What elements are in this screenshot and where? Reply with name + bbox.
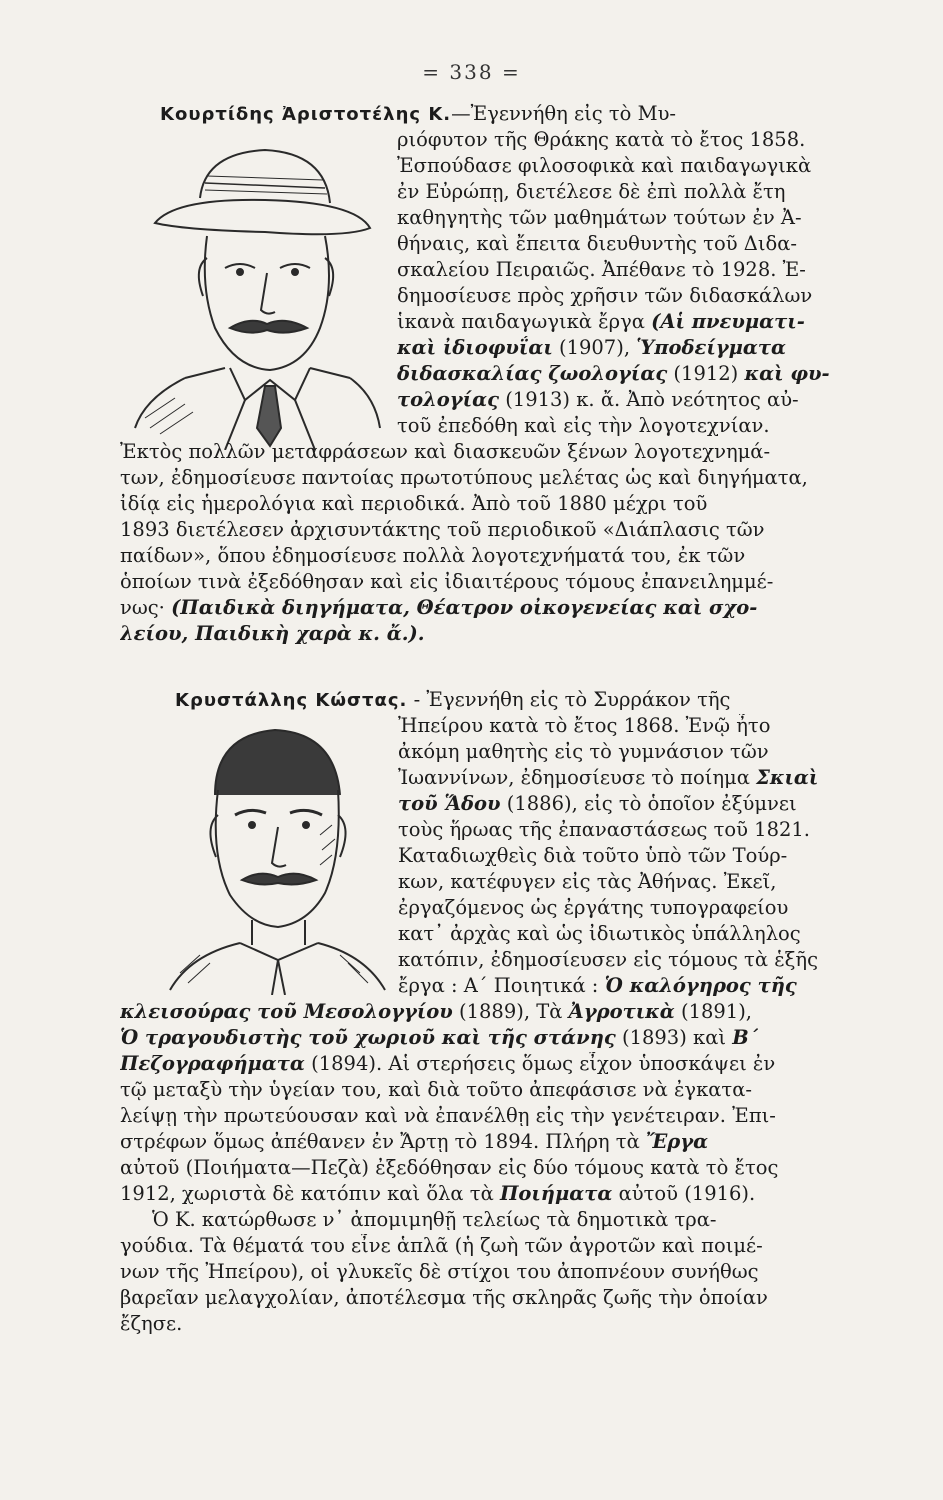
entry2-line-17: λείψῃ τὴν πρωτεύουσαν καὶ νὰ ἐπανέλθῃ εἰς τὴν γενέτειραν. Ἐπι- [120,1104,776,1127]
entry2-year-1891: (1891), [674,1000,753,1023]
entry1-title-fytologia: τολογίας [397,388,499,411]
entry1-line-16: ἰδίᾳ εἰς ἡμερολόγια καὶ περιοδικά. Ἀπὸ τοῦ 1880 μέχρι τοῦ [120,492,708,515]
entry2-line-9: ἐργαζόμενος ὡς ἐργάτης τυπογραφείου [398,896,789,919]
entry1-line-20-text: νως· [120,596,172,619]
entry2-part-b: Β´ [732,1026,759,1049]
entry1-title-zoologia: διδασκαλίας ζωολογίας [397,362,668,385]
entry1-line-21 [120,622,425,648]
entry2-line-12-text: ἔργα : Α´ Ποιητικά : [398,974,605,997]
entry2-title-pezografimata: Πεζογραφήματα [120,1052,305,1075]
portrait-krystallis-drawing [160,715,390,995]
entry1-line-2: ριόφυτον τῆς Θράκης κατὰ τὸ ἔτος 1858. [397,128,806,151]
entry2-line-15-text: (1894). Αἱ στερήσεις ὅμως εἶχον ὑποσκάψει ἐν [304,1052,776,1075]
entry2-year-1893: (1893) καὶ [615,1026,733,1049]
entry2-line-2: Ἠπείρου κατὰ τὸ ἔτος 1868. Ἐνῷ ἦτο [398,714,771,737]
entry2-title-poiimata: Ποιήματα [499,1182,613,1205]
entry2-line-22: γούδια. Τὰ θέματά του εἶνε ἁπλᾶ (ἡ ζωὴ τῶν ἀγροτῶν καὶ ποιμέ- [120,1234,763,1257]
entry2-line-25: ἔζησε. [120,1312,183,1335]
entry2-line-8: κων, κατέφυγεν εἰς τὰς Ἀθήνας. Ἐκεῖ, [398,870,777,893]
entry1-titles-end: λείου, Παιδικὴ χαρὰ κ. ἄ.). [120,622,425,645]
entry2-line-16: τῷ μεταξὺ τὴν ὑγείαν του, καὶ διὰ τοῦτο ἀπεφάσισε νὰ ἐγκατα- [120,1078,752,1101]
entry1-year-1907: (1907), [552,336,637,359]
entry2-line-5-text: (1886), εἰς τὸ ὁποῖον ἐξύμνει [500,792,797,815]
entry2-line-23: νων τῆς Ἠπείρου), οἱ γλυκεῖς δὲ στίχοι του ἀποπνέουν συνήθως [120,1260,759,1283]
entry1-line-12-text: (1913) κ. ἄ. Ἀπὸ νεότητος αὐ- [499,388,799,411]
entry1-line-5: καθηγητὴς τῶν μαθημάτων τούτων ἐν Ἀ- [397,206,802,229]
entry1-year-1912: (1912) [667,362,745,385]
entry1-line-20 [120,596,757,622]
entry2-year-1916: αὐτοῦ (1916). [612,1182,756,1205]
entry1-line-7: σκαλείου Πειραιῶς. Ἀπέθανε τὸ 1928. Ἐ- [397,258,806,281]
entry1-line-6: θήναις, καὶ ἔπειτα διευθυντὴς τοῦ Διδα- [397,232,797,255]
entry1-line-1 [160,102,875,128]
entry2-line-18-text: στρέφων ὅμως ἀπέθανεν ἐν Ἄρτῃ τὸ 1894. Πλήρη τὰ [120,1130,646,1153]
entry2-title-agrotika: Ἀγροτικὰ [568,1000,675,1023]
entry1-title-idiofyiai: καὶ ἰδιοφυΐαι [397,336,553,359]
entry1-line-14: Ἐκτὸς πολλῶν μεταφράσεων καὶ διασκευῶν ξένων λογοτεχνημά- [120,440,771,463]
entry1-line-10 [397,336,786,362]
entry2-line-7: Καταδιωχθεὶς διὰ τοῦτο ὑπὸ τῶν Τούρ- [398,844,788,867]
entry1-line-17: 1893 διετέλεσεν ἀρχισυντάκτης τοῦ περιοδικοῦ «Διάπλασις τῶν [120,518,765,541]
entry1-line-4: ἐν Εὐρώπῃ, διετέλεσε δὲ ἐπὶ πολλὰ ἔτη [397,180,786,203]
entry2-line-6: τοὺς ἥρωας τῆς ἐπαναστάσεως τοῦ 1821. [398,818,811,841]
entry2-line-4 [398,766,818,792]
entry2-line-1 [175,688,730,714]
entry2-line-11: κατόπιν, ἐδημοσίευσεν εἰς τόμους τὰ ἑξῆς [398,948,819,971]
entry2-title-skiai: Σκιαὶ [756,766,819,789]
entry2-line-15 [120,1052,775,1078]
entry1-line-19: ὁποίων τινὰ ἐξεδόθησαν καὶ εἰς ἰδιαιτέρους τόμους ἐπανειλημμέ- [120,570,774,593]
entry1-line-3: Ἐσπούδασε φιλοσοφικὰ καὶ παιδαγωγικὰ [397,154,812,177]
entry2-name: Κρυστάλλης Κώστας. [175,690,408,711]
entry2-title-adou: τοῦ Ἅδου [398,792,501,815]
entry2-line-10: κατ᾽ ἀρχὰς καὶ ὡς ἰδιωτικὸς ὑπάλληλος [398,922,801,945]
entry2-line-21: Ὁ Κ. κατώρθωσε ν᾽ ἀπομιμηθῇ τελείως τὰ δημοτικὰ τρα- [152,1208,717,1231]
entry2-line-19: αὐτοῦ (Ποιήματα—Πεζὰ) ἐξεδόθησαν εἰς δύο τόμους κατὰ τὸ ἔτος [120,1156,779,1179]
entry2-title-tragoudistis: Ὁ τραγουδιστὴς τοῦ χωριοῦ καὶ τῆς στάνης [120,1026,616,1049]
entry2-line-12 [398,974,797,1000]
entry1-line-18: παίδων», ὅπου ἐδημοσίευσε πολλὰ λογοτεχνήματά του, ἐκ τῶν [120,544,746,567]
entry1-title-ypodeigmata: Ὑποδείγματα [636,336,787,359]
portrait-kourtidis-drawing [125,128,385,450]
entry2-title-erga: Ἔργα [645,1130,709,1153]
entry2-year-1889: (1889), Τὰ [452,1000,569,1023]
portrait-kourtidis [125,128,385,450]
entry2-line-5 [398,792,797,818]
page-number: = 338 = [422,60,521,84]
entry1-name: Κουρτίδης Ἀριστοτέλης Κ. [160,104,452,125]
entry1-line-12 [397,388,799,414]
entry2-line-24: βαρεῖαν μελαγχολίαν, ἀποτέλεσμα τῆς σκληρᾶς ζωῆς τὴν ὁποίαν [120,1286,768,1309]
entry1-title-pneumatikai: (Αἱ πνευματι- [651,310,805,333]
entry1-line-8: δημοσίευσε πρὸς χρῆσιν τῶν διδασκάλων [397,284,813,307]
entry2-line-3: ἀκόμη μαθητὴς εἰς τὸ γυμνάσιον τῶν [398,740,769,763]
entry1-line-11 [397,362,830,388]
entry2-line-20 [120,1182,755,1208]
entry1-line-9-text: ἱκανὰ παιδαγωγικὰ ἔργα [397,310,652,333]
entry1-line-13: τοῦ ἐπεδόθη καὶ εἰς τὴν λογοτεχνίαν. [397,414,770,437]
entry2-line-4-text: Ἰωαννίνων, ἐδημοσίευσε τὸ ποίημα [398,766,757,789]
entry1-line-15: των, ἐδημοσίευσε παντοίας πρωτοτύπους μελέτας ὡς καὶ διηγήματα, [120,466,808,489]
entry1-title-fyto: καὶ φυ- [744,362,830,385]
entry2-title-kleisouras: κλεισούρας τοῦ Μεσολογγίου [120,1000,453,1023]
entry2-line-18 [120,1130,708,1156]
entry2-line-1-text: - Ἐγεννήθη εἰς τὸ Συρράκον τῆς [413,688,731,711]
entry1-line-9 [397,310,805,336]
entry2-title-kalogiros: Ὁ καλόγηρος τῆς [604,974,797,997]
entry1-line-1-text: —Ἐγεννήθη εἰς τὸ Μυ- [451,102,677,125]
portrait-krystallis [160,715,390,995]
entry2-line-13 [120,1000,752,1026]
entry2-line-14 [120,1026,758,1052]
entry2-line-20-text: 1912, χωριστὰ δὲ κατόπιν καὶ ὅλα τὰ [120,1182,500,1205]
entry1-titles-paidika: (Παιδικὰ διηγήματα, Θέατρον οἰκογενείας καὶ σχο- [171,596,758,619]
